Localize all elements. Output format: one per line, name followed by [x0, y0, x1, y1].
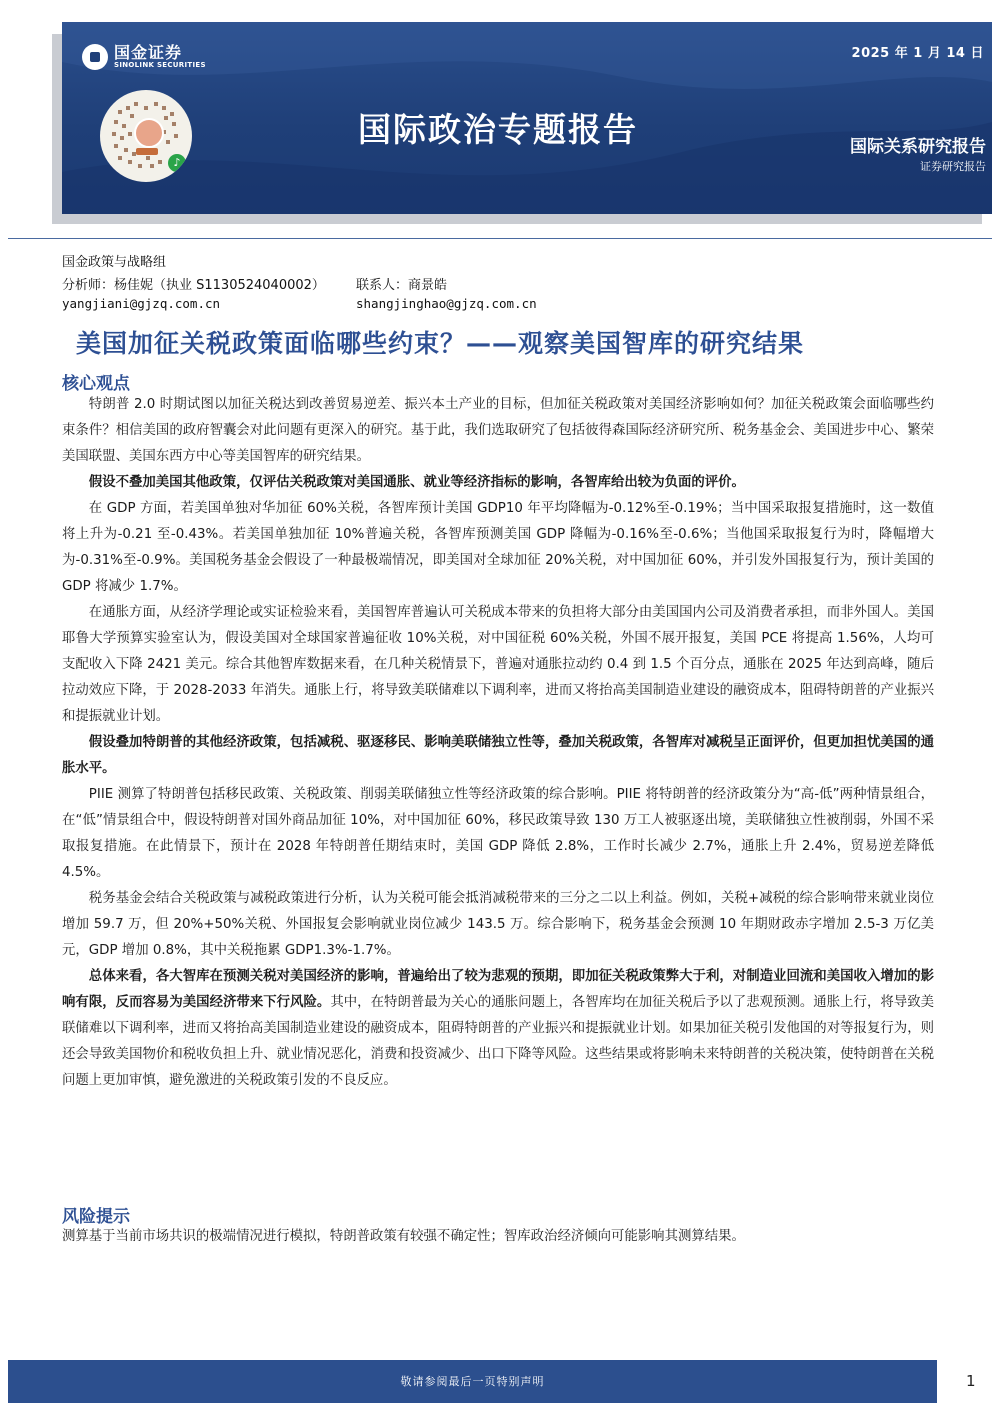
report-date: 2025 年 1 月 14 日 — [851, 46, 984, 61]
qr-badge — [136, 148, 158, 155]
core-views-body — [62, 392, 934, 1094]
logo-name-cn: 国金证券 — [114, 42, 183, 62]
mini-program-icon: ♪ — [168, 154, 186, 172]
paragraph-summary — [62, 964, 934, 1094]
paragraph: 在 GDP 方面，若美国单独对华加征 60%关税，各智库预计美国 GDP10 年平均降幅为-0.12%至-0.19%；当中国采取报复措施时，这一数值将上升为-0.21 至-0.43%。若美国单独加征 10%普遍关税，各智库预测美国 GDP 降幅为-0.16%至-0.6%；当他国采取报复行为时，降幅增大为-0.31%至-0.9%。美国税务基金会假设了一种最极端情况，即美国对全球加征 20%关税，对中国加征 60%，并引发外国报复行为，预计美国的 GDP 将减少 1.7%。 — [62, 501, 934, 594]
paragraph: 特朗普 2.0 时期试图以加征关税达到改善贸易逆差、振兴本土产业的目标，但加征关税政策对美国经济影响如何？加征关税政策会面临哪些约束条件？相信美国的政府智囊会对此问题有更深入的研究。基于此，我们选取研究了包括彼得森国际经济研究所、税务基金会、美国进步中心、繁荣美国联盟、美国东西方中心等美国智库的研究结果。 — [62, 397, 934, 464]
analyst-name: 分析师：杨佳妮（执业 S1130524040002） — [62, 278, 325, 293]
page-number: 1 — [966, 1372, 976, 1390]
paragraph: 税务基金会结合关税政策与减税政策进行分析，认为关税可能会抵消减税带来的三分之二以上利益。例如，关税+减税的综合影响带来就业岗位增加 59.7 万，但 20%+50%关税、外国报复会影响就业岗位减少 143.5 万。综合影响下，税务基金会预测 10 年期财政赤字增加 2.5-3 万亿美元，GDP 增加 0.8%，其中关税拖累 GDP1.3%-1.7%。 — [62, 891, 934, 958]
contact-email[interactable]: shangjinghao@gjzq.com.cn — [356, 296, 537, 311]
logo-name-en: SINOLINK SECURITIES — [114, 60, 206, 69]
paragraph-bold: 假设不叠加美国其他政策，仅评估关税政策对美国通胀、就业等经济指标的影响，各智库给出较为负面的评价。 — [88, 475, 745, 490]
header-divider — [8, 238, 992, 239]
qr-center-logo-icon — [134, 118, 164, 148]
report-title: 美国加征关税政策面临哪些约束？——观察美国智库的研究结果 — [76, 329, 805, 358]
paragraph: 在通胀方面，从经济学理论或实证检验来看，美国智库普遍认可关税成本带来的负担将大部分由美国国内公司及消费者承担，而非外国人。美国耶鲁大学预算实验室认为，假设美国对全球国家普遍征收 10%关税，对中国征税 60%关税，外国不展开报复，美国 PCE 将提高 1.56%，人均可支配收入下降 2421 美元。综合其他智库数据来看，在几种关税情景下，普遍对通胀拉动约 0.4 到 1.5 个百分点，通胀在 2025 年达到高峰，随后拉动效应下降，于 2028-2033 年消失。通胀上行，将导致美联储难以下调利率，进而又将抬高美国制造业建设的融资成本，阻碍特朗普的产业振兴和提振就业计划。 — [62, 605, 934, 724]
logo-mark-icon — [82, 44, 108, 70]
footer-disclaimer: 敬请参阅最后一页特别声明 — [8, 1360, 937, 1403]
risk-text: 测算基于当前市场共识的极端情况进行模拟，特朗普政策有较强不确定性；智库政治经济倾向可能影响其测算结果。 — [62, 1229, 745, 1244]
report-category: 证券研究报告 — [920, 160, 986, 173]
risk-heading: 风险提示 — [62, 1207, 130, 1227]
contact-name: 联系人：商景皓 — [356, 278, 448, 293]
report-type-title: 国际政治专题报告 — [358, 110, 638, 149]
analyst-email[interactable]: yangjiani@gjzq.com.cn — [62, 296, 221, 311]
summary-bold: 总体来看，各大智库在预测关税对美国经济的影响，普遍给出了较为悲观的预期，即加征关税政策弊大于利，对制造业回流和美国收入增加的影响有限，反而容易为美国经济带来下行风险。 — [62, 969, 934, 1010]
core-views-heading: 核心观点 — [62, 374, 130, 394]
report-subtitle: 国际关系研究报告 — [850, 137, 986, 157]
research-group: 国金政策与战略组 — [62, 255, 167, 270]
paragraph-bold: 假设叠加特朗普的其他经济政策，包括减税、驱逐移民、影响美联储独立性等，叠加关税政策，各智库对减税呈正面评价，但更加担忧美国的通胀水平。 — [62, 735, 934, 776]
summary-rest: 其中，在特朗普最为关心的通胀问题上，各智库均在加征关税后予以了悲观预测。通胀上行，将导致美联储难以下调利率，进而又将抬高美国制造业建设的融资成本，阻碍特朗普的产业振兴和提振就业计划。如果加征关税引发他国的对等报复行为，则还会导致美国物价和税收负担上升、就业情况恶化，消费和投资减少、出口下降等风险。这些结果或将影响未来特朗普的关税决策，使特朗普在关税问题上更加审慎，避免激进的关税政策引发的不良反应。 — [62, 995, 935, 1088]
paragraph: PIIE 测算了特朗普包括移民政策、关税政策、削弱美联储独立性等经济政策的综合影响。PIIE 将特朗普的经济政策分为“高-低”两种情景组合，在“低”情景组合中，假设特朗普对国外商品加征 10%，对中国加征 60%，移民政策导致 130 万工人被驱逐出境，美联储独立性被削弱，外国不采取报复措施。在此情景下，预计在 2028 年特朗普任期结束时，美国 GDP 降低 2.8%，工作时长减少 2.7%，通胀上升 2.4%，贸易逆差降低 4.5%。 — [62, 787, 934, 880]
company-logo — [82, 44, 206, 70]
qr-code-icon — [100, 90, 192, 182]
